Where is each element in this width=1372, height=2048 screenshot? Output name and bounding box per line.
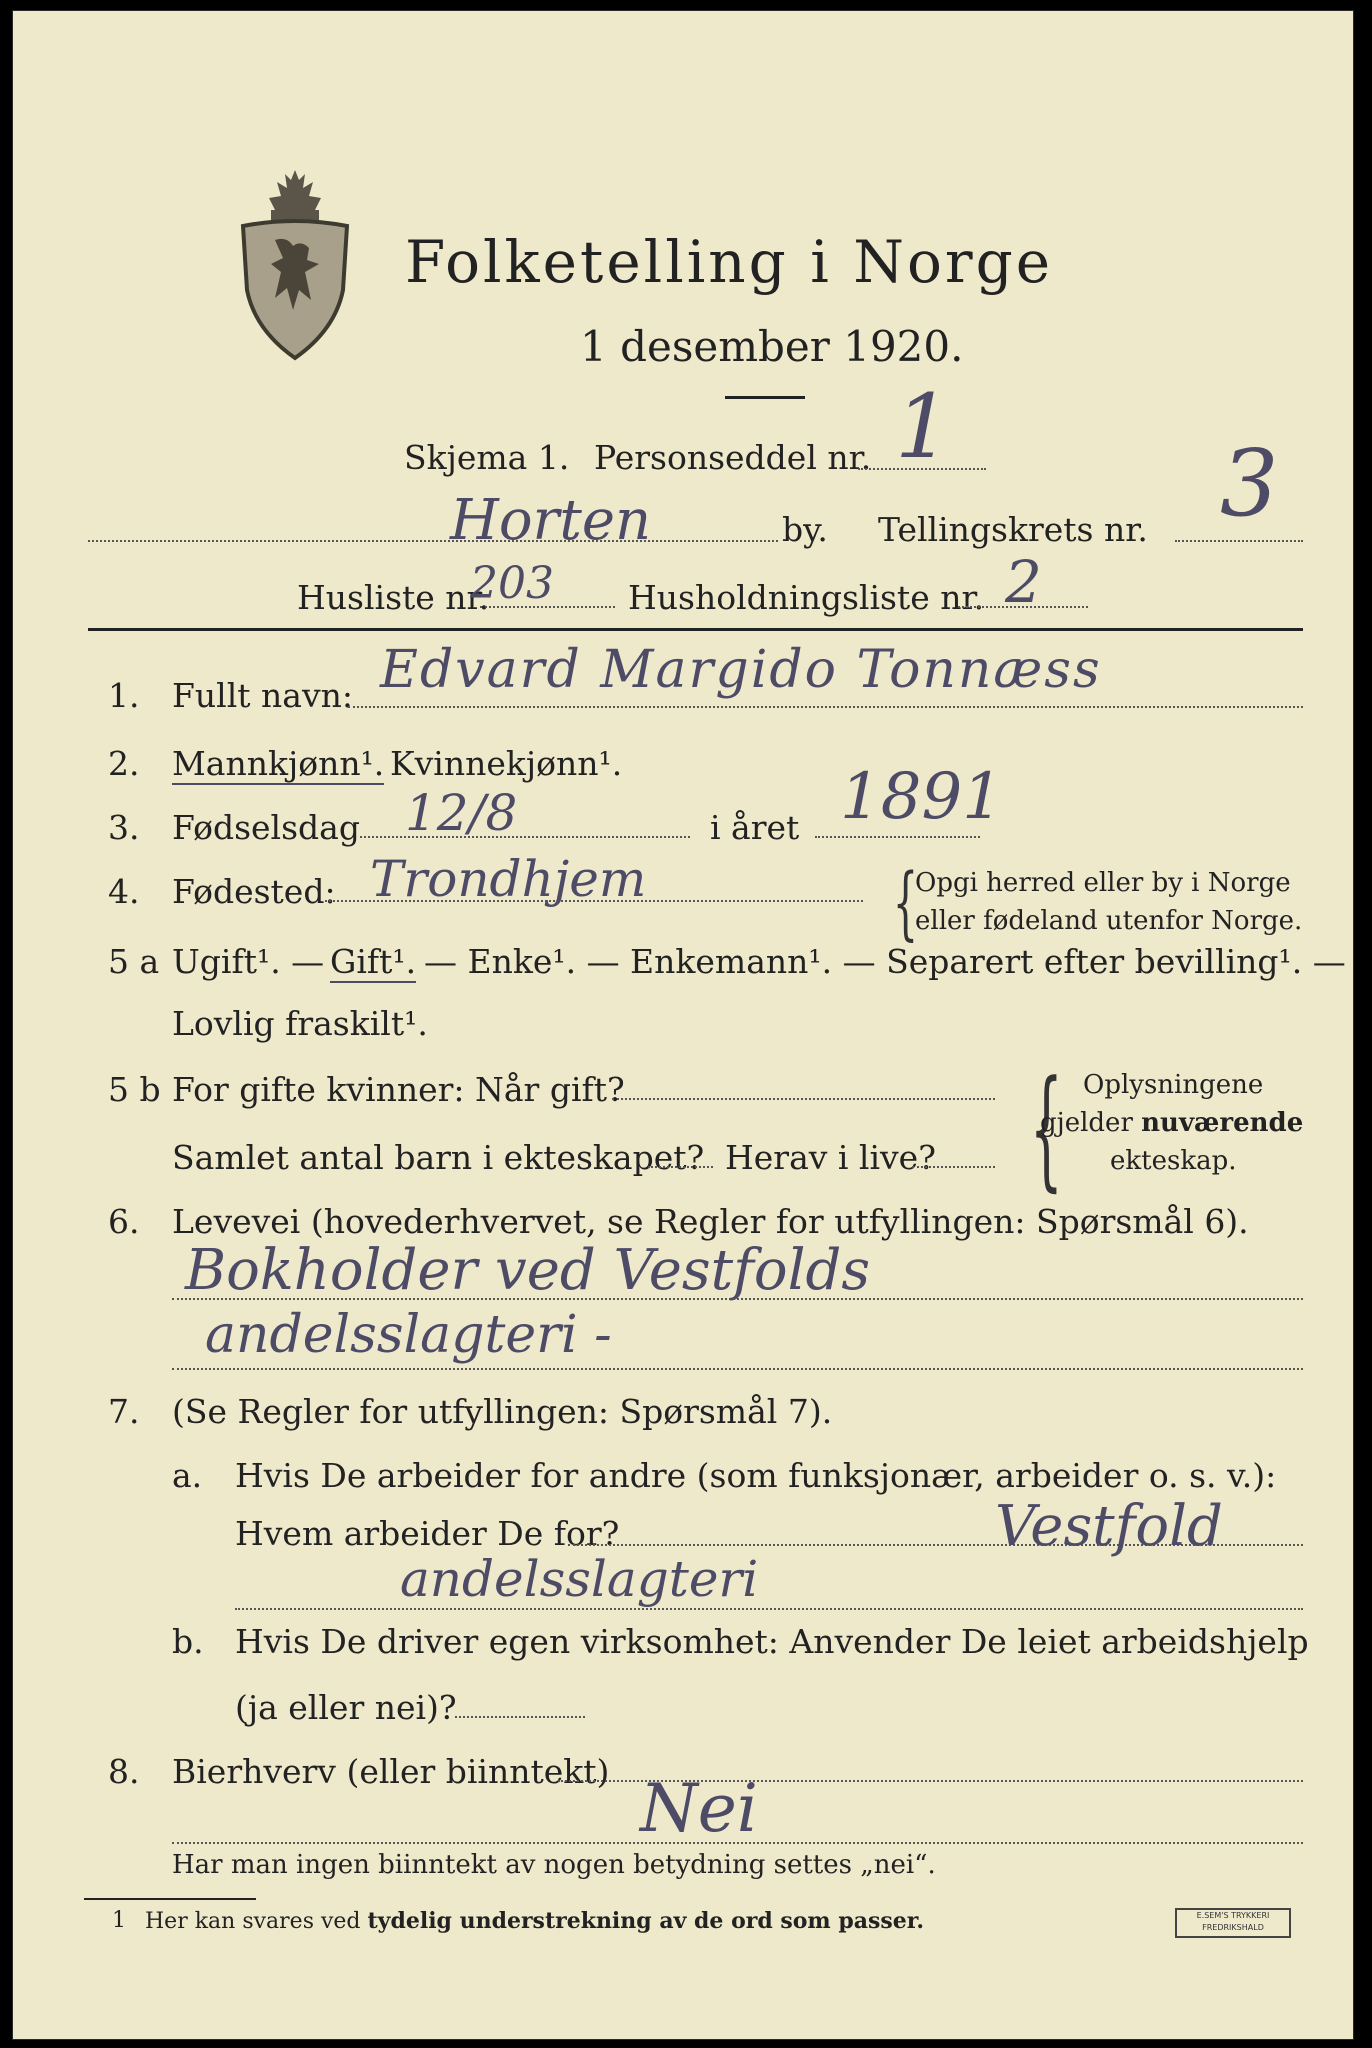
q5b-alive-label: Herav i live? [725,1138,936,1177]
q3-year-label: i året [710,808,800,847]
personseddel-label: Personseddel nr. [594,438,872,477]
q7-number: 7. [108,1392,140,1431]
header-rule [88,628,1303,631]
q5b-note-line2: gjelder nuværende [1040,1108,1304,1138]
q4-note-line2: eller fødeland utenfor Norge. [915,906,1303,936]
q7a-line-2 [235,1608,1303,1610]
q1-number: 1. [108,676,140,715]
q6-line-1 [172,1298,1303,1300]
q7a-letter: a. [172,1456,203,1495]
q3-birthday-value: 12/8 [405,784,518,842]
personseddel-value: 1 [895,375,951,478]
q5a-number: 5 a [108,942,160,981]
footnote-text: Her kan svares ved tydelig understrekning av de ord som passer. [145,1908,925,1934]
q5a-fraskilt-option: Lovlig fraskilt¹. [172,1004,428,1043]
q4-birthplace-value: Trondhjem [370,850,647,908]
q5b-brace: { [1029,1052,1063,1204]
q8-line-2 [172,1842,1303,1844]
q7a-employer-value-2: andelsslagteri [400,1550,759,1608]
q7b-hired-help-label: (ja eller nei)? [235,1688,457,1727]
tellingskrets-line [1175,540,1303,542]
q4-number: 4. [108,872,140,911]
by-label: by. [782,510,828,549]
q2-number: 2. [108,744,140,783]
q3-number: 3. [108,808,140,847]
q1-line [348,706,1303,708]
q7a-text: Hvis De arbeider for andre (som funksjonær, arbeider o. s. v.): [235,1456,1277,1495]
q8-note: Har man ingen biinntekt av nogen betydning settes „nei“. [172,1850,936,1880]
q8-side-income-value: Nei [640,1770,758,1847]
q4-note-line1: Opgi herred eller by i Norge [915,868,1291,898]
q5b-number: 5 b [108,1070,161,1109]
q7-label: (Se Regler for utfyllingen: Spørsmål 7). [172,1392,833,1431]
q7b-letter: b. [172,1622,204,1661]
q6-label: Levevei (hovederhvervet, se Regler for utfyllingen: Spørsmål 6). [172,1202,1249,1241]
title-divider [725,396,805,399]
q7a-employer-label: Hvem arbeider De for? [235,1514,620,1553]
q5a-gift-option: Gift¹. [330,942,417,981]
q5a-ugift-option: Ugift¹. — [172,942,325,981]
q6-line-2 [172,1368,1303,1370]
husholdning-value: 2 [1005,548,1042,616]
q6-occupation-value-1: Bokholder ved Vestfolds [185,1238,871,1303]
q2-kvinnekjonn-option: Kvinnekjønn¹. [390,744,623,783]
q1-full-name: Edvard Margido Tonnæss [380,640,1102,700]
q3-year-line [815,836,980,838]
q5b-note-line1: Oplysningene [1083,1070,1264,1100]
q5a-other-options: — Enke¹. — Enkemann¹. — Separert efter bevilling¹. — [424,942,1346,981]
by-line [88,540,778,542]
q5b-when-married-label: For gifte kvinner: Når gift? [172,1070,625,1109]
q4-label: Fødested: [172,872,336,911]
husholdning-label: Husholdningsliste nr. [628,578,985,617]
q5b-alive-line [912,1166,995,1168]
q1-label: Fullt navn: [172,676,353,715]
q2-mannkjonn-option: Mannkjønn¹. [172,744,385,783]
q6-occupation-value-2: andelsslagteri - [205,1305,612,1365]
q3-label: Fødselsdag [172,808,360,847]
q3-year-value: 1891 [840,760,1003,834]
census-date: 1 desember 1920. [580,322,964,371]
q8-number: 8. [108,1752,140,1791]
husliste-label: Husliste nr. [297,578,490,617]
tellingskrets-label: Tellingskrets nr. [878,510,1148,549]
husliste-value: 203 [470,558,554,609]
q5b-children-line [648,1166,713,1168]
q5b-note-line3: ekteskap. [1110,1146,1237,1176]
printer-stamp-line2: FREDRIKSHALD [1202,1923,1264,1932]
by-value: Horten [450,488,652,553]
coat-of-arms-icon [235,160,355,365]
q5b-children-label: Samlet antal barn i ekteskapet? [172,1138,705,1177]
q4-brace: { [892,856,919,949]
q7a-employer-value-1: Vestfold [995,1494,1223,1559]
footnote-rule [84,1898,256,1900]
q7b-line [455,1716,585,1718]
tellingskrets-value: 3 [1220,430,1279,537]
q7b-text: Hvis De driver egen virksomhet: Anvender De leiet arbeidshjelp [235,1622,1309,1661]
q5b-when-married-line [612,1098,995,1100]
skjema-label: Skjema 1. [404,438,570,477]
printer-stamp-line1: E.SEM'S TRYKKERI [1196,1911,1270,1920]
printer-stamp [1175,1908,1291,1938]
footnote-marker: 1 [112,1908,126,1933]
q6-number: 6. [108,1202,140,1241]
q8-label: Bierhverv (eller biinntekt) [172,1752,610,1791]
form-title: Folketelling i Norge [405,228,1054,296]
